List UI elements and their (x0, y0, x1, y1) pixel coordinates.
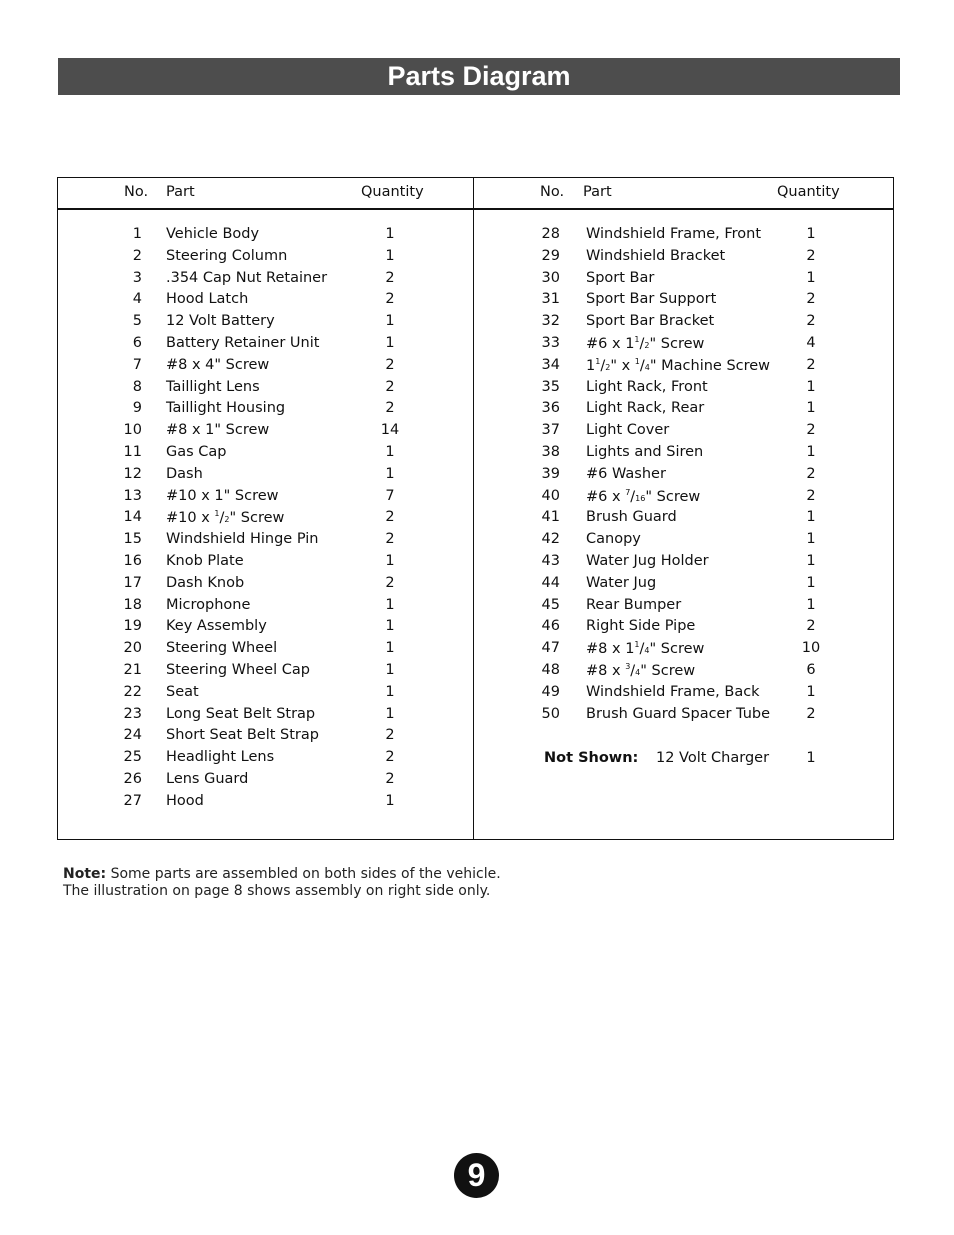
part-name: $1^1/2$" x $^1$/4" Machine Screw (586, 356, 771, 374)
part-number: 21 (123, 662, 142, 678)
part-name: Seat (166, 683, 199, 700)
part-number: 25 (123, 749, 142, 766)
part-number: 5 (132, 313, 142, 330)
part-name: Microphone (166, 596, 251, 613)
part-number: 39 (541, 465, 560, 482)
header-divider (58, 208, 893, 210)
part-number: 42 (541, 531, 560, 548)
part-number: 29 (541, 247, 560, 264)
part-number: 24 (123, 727, 142, 744)
part-number: 46 (541, 618, 560, 635)
part-quantity: 2 (385, 531, 395, 548)
part-quantity: 1 (806, 509, 816, 526)
part-number: 19 (123, 618, 142, 635)
part-number: 28 (541, 226, 560, 242)
part-name: #10 x 1" Screw (166, 487, 279, 504)
part-name: #6 Washer (586, 465, 666, 482)
page-number: 9 (454, 1153, 499, 1198)
part-number: 15 (123, 531, 142, 548)
part-quantity: 2 (385, 400, 395, 417)
part-quantity: 1 (385, 640, 395, 657)
not-shown-part: 12 Volt Charger (656, 750, 770, 766)
part-name: Water Jug Holder (586, 553, 709, 569)
part-name: Light Rack, Front (586, 378, 708, 395)
part-name: Windshield Hinge Pin (166, 531, 319, 548)
part-quantity: 2 (806, 618, 816, 635)
part-quantity: 1 (806, 683, 816, 700)
header-quantity-right: Quantity (777, 184, 840, 200)
header-part-left: Part (166, 184, 195, 200)
part-quantity: 1 (385, 683, 395, 700)
part-quantity: 1 (385, 662, 395, 678)
part-name: Hood Latch (166, 291, 249, 308)
part-number: 35 (541, 378, 560, 395)
part-quantity: 2 (806, 465, 816, 482)
note-line-1: Some parts are assembled on both sides of the vehicle. (110, 866, 501, 882)
part-name: Key Assembly (166, 618, 267, 635)
part-quantity: 10 (801, 640, 821, 657)
part-quantity: 2 (806, 487, 816, 504)
part-name: Short Seat Belt Strap (166, 727, 319, 744)
part-quantity: 1 (806, 574, 816, 591)
part-number: 16 (123, 553, 142, 569)
part-name: Windshield Frame, Back (586, 683, 760, 700)
part-number: 9 (132, 400, 142, 417)
part-number: 34 (541, 356, 560, 373)
part-number: 30 (541, 269, 560, 286)
part-name: Steering Wheel (166, 640, 278, 657)
part-quantity: 1 (385, 618, 395, 635)
part-name: Vehicle Body (166, 226, 260, 242)
part-number: 14 (123, 509, 142, 526)
part-name: Steering Column (166, 247, 288, 264)
part-quantity: 1 (806, 596, 816, 613)
part-number: 8 (132, 378, 142, 395)
part-quantity: 2 (806, 705, 816, 722)
part-number: 2 (132, 247, 142, 264)
part-number: 23 (123, 705, 142, 722)
part-quantity: 1 (806, 444, 816, 460)
part-name: Knob Plate (166, 553, 244, 569)
part-name: Lights and Siren (586, 444, 704, 460)
part-quantity: 2 (385, 291, 395, 308)
part-number: 18 (123, 596, 142, 613)
part-quantity: 1 (385, 313, 395, 330)
part-number: 3 (132, 269, 142, 286)
part-number: 6 (132, 335, 142, 351)
part-quantity: 2 (806, 313, 816, 330)
part-quantity: 2 (806, 247, 816, 264)
part-number: 31 (541, 291, 560, 308)
part-name: Taillight Housing (166, 400, 286, 417)
part-quantity: 2 (385, 574, 395, 591)
header-no-left: No. (124, 184, 149, 200)
part-quantity: 6 (806, 662, 816, 678)
part-number: 48 (541, 662, 560, 678)
parts-table (57, 177, 894, 840)
part-quantity: 1 (806, 400, 816, 417)
part-name: #8 x 1" Screw (166, 422, 270, 439)
part-number: 41 (541, 509, 560, 526)
part-quantity: 2 (385, 509, 395, 526)
part-number: 20 (123, 640, 142, 657)
part-name: Taillight Lens (166, 378, 260, 395)
column-divider (473, 178, 474, 839)
part-quantity: 2 (806, 291, 816, 308)
part-name: .354 Cap Nut Retainer (166, 269, 328, 286)
part-number: 50 (541, 705, 560, 722)
part-name: #6 x $^7$/16" Screw (586, 487, 701, 505)
part-number: 43 (541, 553, 560, 569)
part-name: 12 Volt Battery (166, 313, 275, 330)
part-name: Gas Cap (166, 444, 227, 460)
part-quantity: 2 (806, 422, 816, 439)
part-name: Hood (166, 792, 204, 809)
not-shown-qty: 1 (806, 750, 816, 766)
part-quantity: 1 (385, 465, 395, 482)
part-quantity: 1 (806, 226, 816, 242)
part-name: Light Rack, Rear (586, 400, 705, 417)
part-quantity: 1 (385, 335, 395, 351)
part-number: 37 (541, 422, 560, 439)
part-number: 26 (123, 771, 142, 787)
part-number: 7 (132, 356, 142, 373)
part-number: 38 (541, 444, 560, 460)
part-quantity: 1 (385, 553, 395, 569)
part-name: Right Side Pipe (586, 618, 696, 635)
part-name: Headlight Lens (166, 749, 275, 766)
part-number: 33 (541, 335, 560, 351)
part-name: Sport Bar Bracket (586, 313, 715, 330)
part-quantity: 2 (385, 749, 395, 766)
part-number: 47 (541, 640, 560, 657)
part-number: 45 (541, 596, 560, 613)
part-name: #8 x 4" Screw (166, 356, 270, 373)
part-number: 36 (541, 400, 560, 417)
part-quantity: 2 (806, 356, 816, 373)
part-name: Windshield Bracket (586, 247, 726, 264)
part-number: 49 (541, 683, 560, 700)
part-quantity: 1 (385, 226, 395, 242)
part-quantity: 2 (385, 771, 395, 787)
note-label: Note: (63, 866, 107, 882)
part-quantity: 7 (385, 487, 395, 504)
part-quantity: 1 (385, 792, 395, 809)
part-name: Battery Retainer Unit (166, 335, 320, 351)
part-number: 12 (123, 465, 142, 482)
part-quantity: 2 (385, 727, 395, 744)
part-quantity: 2 (385, 269, 395, 286)
part-number: 32 (541, 313, 560, 330)
note-line-2: The illustration on page 8 shows assembly on right side only. (63, 883, 491, 899)
part-name: #10 x $^1$/2" Screw (166, 509, 285, 527)
part-quantity: 1 (806, 269, 816, 286)
part-name: Dash Knob (166, 574, 245, 591)
header-part-right: Part (583, 184, 612, 200)
part-number: 27 (123, 792, 142, 809)
note (63, 866, 501, 900)
part-quantity: 1 (385, 596, 395, 613)
page-title: Parts Diagram (58, 58, 900, 95)
part-name: Canopy (586, 531, 641, 548)
part-number: 10 (123, 422, 142, 439)
part-name: Long Seat Belt Strap (166, 705, 316, 722)
part-name: Light Cover (586, 422, 670, 439)
part-name: Brush Guard Spacer Tube (586, 705, 771, 722)
part-name: #8 x $^3$/4" Screw (586, 662, 696, 679)
part-name: Water Jug (586, 574, 657, 591)
part-number: 1 (132, 226, 142, 242)
part-name: #8 x $1^1/4$" Screw (586, 640, 705, 658)
part-name: Dash (166, 465, 203, 482)
header-no-right: No. (540, 184, 565, 200)
part-number: 22 (123, 683, 142, 700)
part-quantity: 1 (806, 378, 816, 395)
not-shown-label: Not Shown: (544, 750, 639, 766)
part-name: Sport Bar Support (586, 291, 717, 308)
part-number: 44 (541, 574, 560, 591)
part-name: Rear Bumper (586, 596, 682, 613)
part-quantity: 1 (385, 705, 395, 722)
part-name: #6 x $1^1/2$" Screw (586, 335, 705, 352)
part-name: Steering Wheel Cap (166, 662, 310, 678)
part-number: 4 (132, 291, 142, 308)
part-quantity: 1 (806, 553, 816, 569)
part-quantity: 14 (380, 422, 400, 439)
part-quantity: 1 (806, 531, 816, 548)
part-number: 13 (123, 487, 142, 504)
part-quantity: 2 (385, 356, 395, 373)
part-number: 17 (123, 574, 142, 591)
header-quantity-left: Quantity (361, 184, 424, 200)
part-name: Brush Guard (586, 509, 677, 526)
part-quantity: 2 (385, 378, 395, 395)
part-quantity: 4 (806, 335, 816, 351)
part-quantity: 1 (385, 444, 395, 460)
part-number: 40 (541, 487, 560, 504)
part-name: Sport Bar (586, 269, 655, 286)
part-number: 11 (123, 444, 142, 460)
part-name: Windshield Frame, Front (586, 226, 762, 242)
part-quantity: 1 (385, 247, 395, 264)
part-name: Lens Guard (166, 771, 249, 787)
